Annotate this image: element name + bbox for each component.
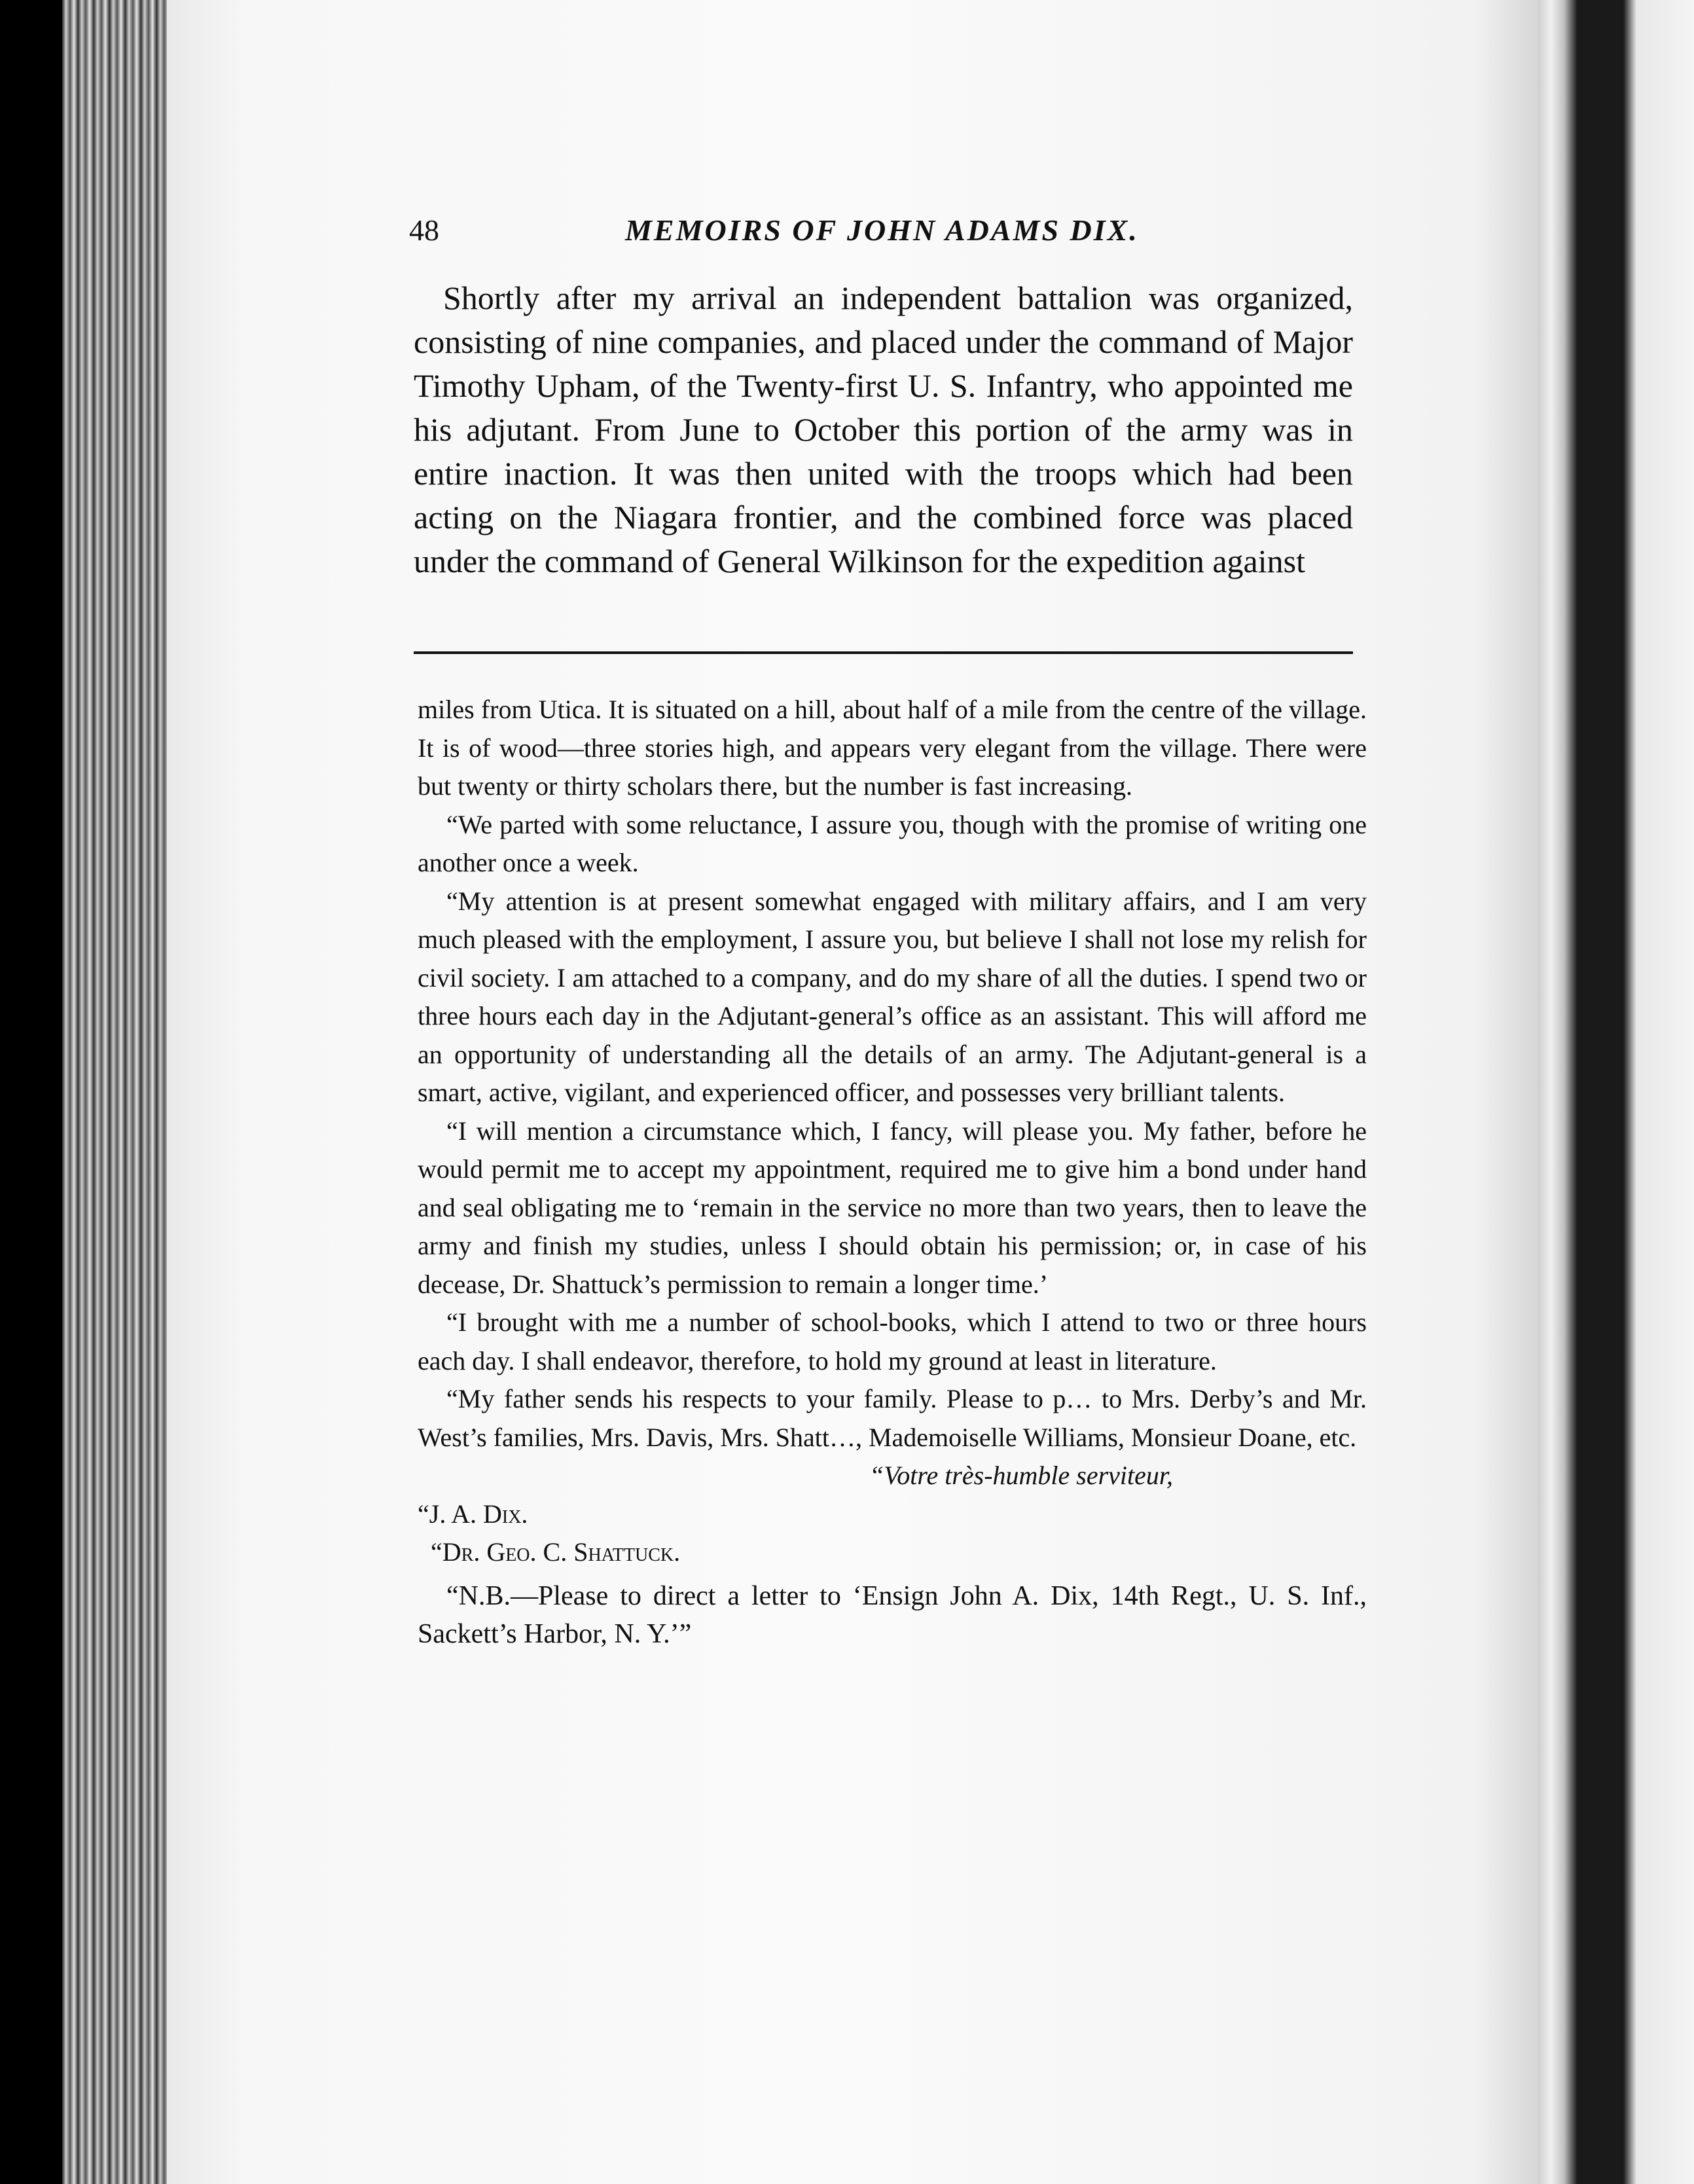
footnote-paragraph: “My attention is at present somewhat engaged with military affairs, and I am very much pleased with the employment, I assure you, but believe I shall not lose my relish for civil society. I am attached to a company, and do my share of all the duties. I spend two or three hours each day in the Adjutant-general’s office as an assistant. This will afford me an opportunity of understanding all the details of an army. The Adjutant-general is a smart, active, vigilant, and experienced officer, and possesses very brilliant talents. bbox=[418, 886, 1367, 1107]
book-right-edge bbox=[1538, 0, 1694, 2184]
footnote-paragraph: “I will mention a circumstance which, I fancy, will please you. My father, before he would permit me to accept my appointment, required me to give him a bond under hand and seal obligating me to ‘remain in the service no more than two years, then to leave the army and finish my studies, unless I should obtain his permission; or, in case of his decease, Dr. Shattuck’s permission to remain a longer time.’ bbox=[418, 1116, 1367, 1299]
letter-closing: “Votre très-humble serviteur, bbox=[869, 1461, 1174, 1490]
running-head bbox=[409, 213, 1358, 272]
footnote-paragraph: “We parted with some reluctance, I assure you, though with the promise of writing one another once a week. bbox=[418, 809, 1367, 877]
running-title: MEMOIRS OF JOHN ADAMS DIX. bbox=[625, 213, 1139, 247]
letter-signature: “J. A. Dix. bbox=[418, 1499, 528, 1529]
footnote-paragraph: “My father sends his respects to your family. Please to p… to Mrs. Derby’s and Mr. West’s families, Mrs. Davis, Mrs. Shatt…, Mademoiselle Williams, Monsieur Doane, etc. bbox=[418, 1384, 1367, 1452]
footnote-paragraph: miles from Utica. It is situated on a hill, about half of a mile from the centre of the village. It is of wood—three stories high, and appears very elegant from the village. There were but twenty or thirty scholars there, but the number is fast increasing. bbox=[418, 695, 1367, 801]
letter-postscript: “N.B.—Please to direct a letter to ‘Ensign John A. Dix, 14th Regt., U. S. Inf., Sackett’s Harbor, N. Y.’” bbox=[418, 1580, 1367, 1649]
book-page-edges bbox=[62, 0, 173, 2184]
letter-recipient: “Dr. Geo. C. Shattuck. bbox=[431, 1537, 681, 1567]
footnote-paragraph: “I brought with me a number of school-books, which I attend to two or three hours each day. I shall endeavor, therefore, to hold my ground at least in literature. bbox=[418, 1307, 1367, 1375]
footnote bbox=[418, 691, 1367, 1654]
footnote-divider bbox=[414, 651, 1353, 654]
main-body-text: Shortly after my arrival an independent battalion was organized, consisting of nine companies, and placed under the command of Major Timothy Upham, of the Twenty-first U. S. Infantry, who appointed me his adjutant. From June to October this portion of the army was in entire inaction. It was then united with the troops which had been acting on the Niagara frontier, and the combined force was placed under the command of General Wilkinson for the expedition against bbox=[414, 280, 1353, 579]
page-number: 48 bbox=[409, 213, 439, 247]
